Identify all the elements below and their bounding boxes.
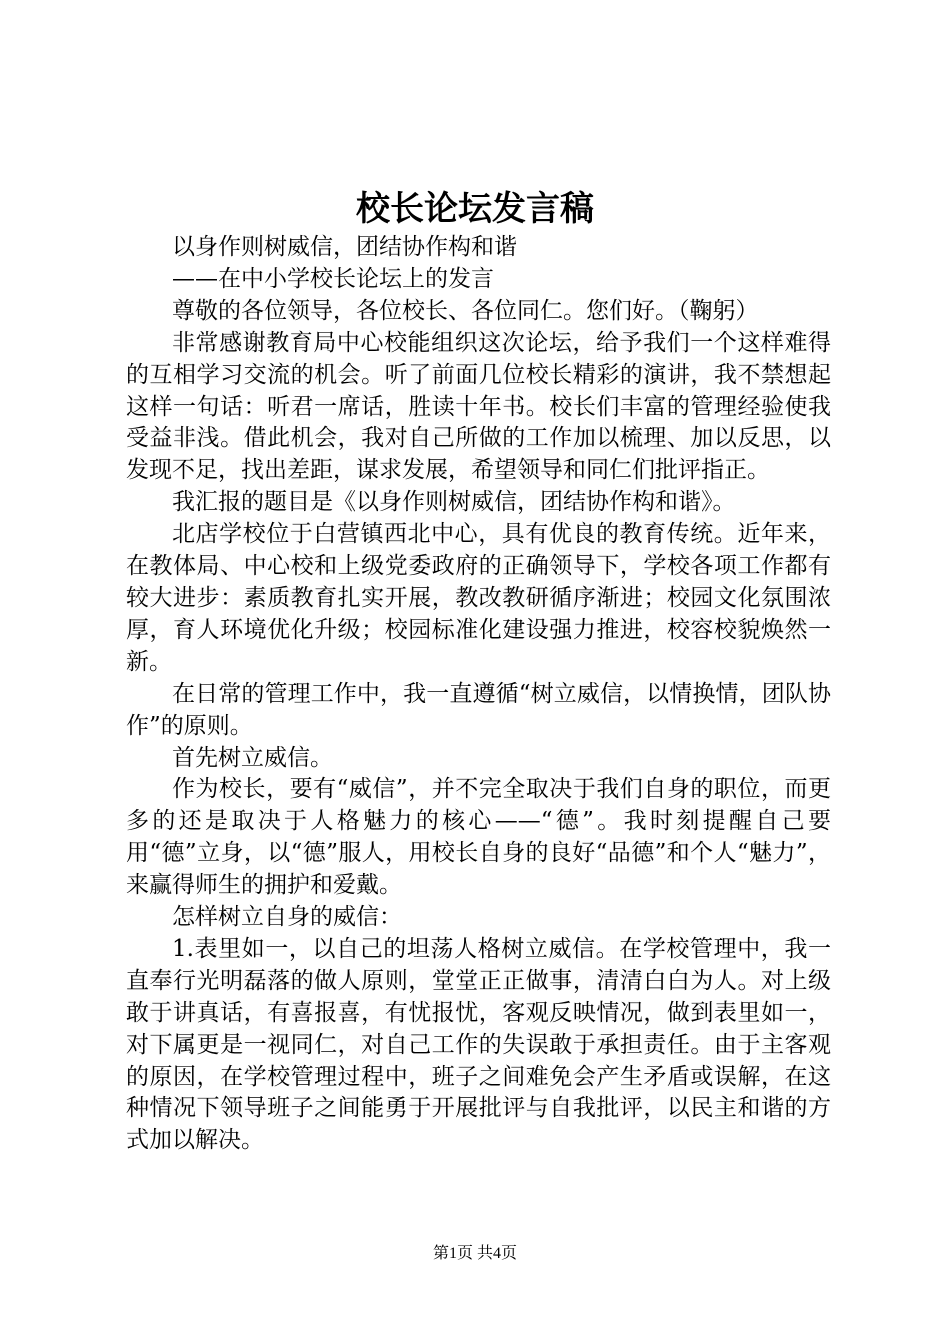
paragraph-subtitle-note: ——在中小学校长论坛上的发言 [172, 265, 494, 292]
page-footer: 第1页 共4页 [432, 1245, 517, 1262]
paragraph: 作为校长，要有“威信”，并不完全取决于我们自身的职位，而更多的还是取决于人格魅力的核心——“德”。我时刻提醒自己要用“德”立身，以“德”服人，用校长自身的良好“品德”和个人“魅力”，来赢得师生的拥护和爱戴。 [126, 776, 831, 899]
document-body [126, 232, 831, 1157]
paragraph: 北店学校位于白营镇西北中心，具有优良的教育传统。近年来，在教体局、中心校和上级党委政府的正确领导下，学校各项工作都有较大进步：素质教育扎实开展，教改教研循序渐进；校园文化氛围浓厚，育人环境优化升级；校园标准化建设强力推进，校容校貌焕然一新。 [126, 521, 831, 675]
paragraph: 怎样树立自身的威信： [172, 904, 402, 931]
paragraph: 我汇报的题目是《以身作则树威信，团结协作构和谐》。 [172, 489, 736, 516]
paragraph: 1.表里如一，以自己的坦荡人格树立威信。在学校管理中，我一直奉行光明磊落的做人原则，堂堂正正做事，清清白白为人。对上级敢于讲真话，有喜报喜，有忧报忧，客观反映情况，做到表里如一，对下属更是一视同仁，对自己工作的失误敢于承担责任。由于主客观的原因，在学校管理过程中，班子之间难免会产生矛盾或误解，在这种情况下领导班子之间能勇于开展批评与自我批评，以民主和谐的方式加以解决。 [126, 935, 831, 1154]
paragraph: 非常感谢教育局中心校能组织这次论坛，给予我们一个这样难得的互相学习交流的机会。听了前面几位校长精彩的演讲，我不禁想起这样一句话：听君一席话，胜读十年书。校长们丰富的管理经验使我受益非浅。借此机会，我对自己所做的工作加以梳理、加以反思，以发现不足，找出差距，谋求发展，希望领导和同仁们批评指正。 [126, 329, 831, 484]
paragraph-subtitle: 以身作则树威信，团结协作构和谐 [172, 234, 517, 260]
paragraph-greeting: 尊敬的各位领导，各位校长、各位同仁。您们好。（鞠躬） [172, 297, 759, 324]
paragraph: 在日常的管理工作中，我一直遵循“树立威信，以情换情，团队协作”的原则。 [126, 680, 831, 739]
paragraph: 首先树立威信。 [172, 744, 333, 771]
document-title: 校长论坛发言稿 [356, 189, 594, 229]
